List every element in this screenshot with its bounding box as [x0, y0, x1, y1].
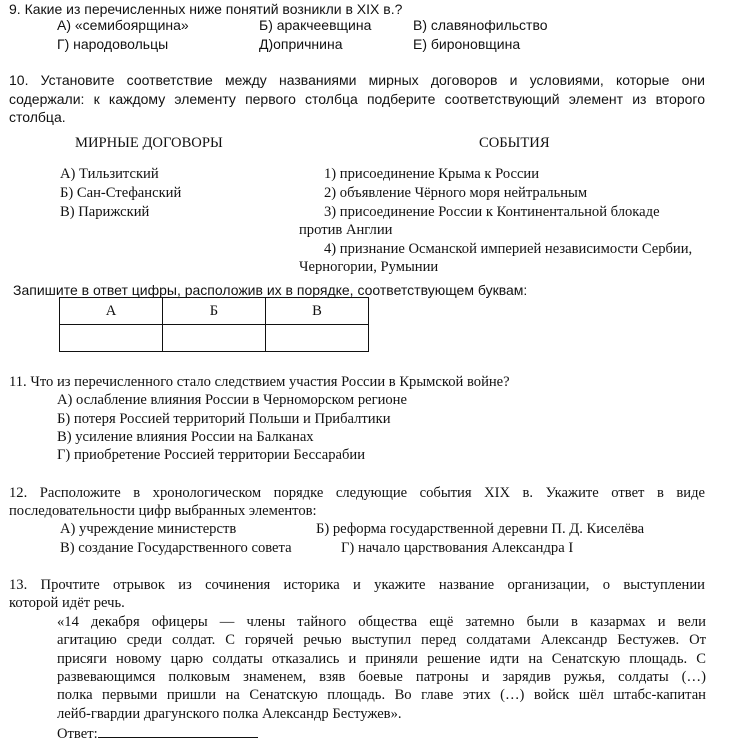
q10-treaty-a: А) Тильзитский [60, 166, 159, 182]
q10-answer-instruction: Запишите в ответ цифры, расположив их в порядке, соответствующем буквам: [13, 282, 528, 298]
q9-option-d: Г) народовольцы [57, 36, 169, 52]
q9-question: 9. Какие из перечисленных ниже понятий возникли в XIX в.? [9, 1, 403, 17]
q10-event-2: 2) объявление Чёрного моря нейтральным [324, 185, 588, 201]
q9-option-c: В) славянофильство [413, 17, 548, 33]
q10-question-line2: содержали: к каждому элементу первого столбца подберите соответствующий элемент из второго [9, 91, 705, 107]
q10-col-right-header: СОБЫТИЯ [479, 135, 550, 151]
answer-header-c: В [266, 298, 369, 325]
q10-question-line3: столбца. [9, 109, 66, 125]
q10-event-3-cont: против Англии [299, 222, 393, 238]
q10-event-1: 1) присоединение Крыма к России [324, 166, 540, 182]
q12-question-line1: 12. Расположите в хронологическом порядке следующие события XIX в. Укажите ответ в виде [9, 485, 705, 501]
q13-answer-line[interactable] [98, 723, 258, 738]
q13-excerpt-line4: развевающимся полковым знаменем, взяв боевые патроны и зарядив ружья, солдаты (…) [57, 669, 706, 685]
q10-event-4-cont: Черногории, Румынии [299, 259, 439, 275]
q10-question-line1: 10. Установите соответствие между названиями мирных договоров и условиями, которые они [9, 72, 705, 88]
q13-question-line2: которой идёт речь. [9, 595, 125, 611]
q13-question-line1: 13. Прочтите отрывок из сочинения историка и укажите название организации, о выступлении [9, 577, 705, 593]
q9-option-b: Б) аракчеевщина [259, 17, 372, 33]
q13-excerpt-line1: «14 декабря офицеры — члены тайного общества ещё затемно были в казармах и вели [57, 614, 706, 630]
q12-option-b: Б) реформа государственной деревни П. Д. Киселёва [316, 521, 645, 537]
q11-option-b: Б) потеря Россией территорий Польши и Прибалтики [57, 411, 391, 427]
q10-treaty-c: В) Парижский [60, 204, 150, 220]
q9-option-e: Д)опричнина [259, 36, 343, 52]
q13-excerpt-line5: полка первыми пришли на Сенатскую площадь. Во главе этих (…) войск шёл штабс-капитан [57, 687, 706, 703]
q9-option-f: Е) бироновщина [413, 36, 521, 52]
q10-event-3: 3) присоединение России к Континентальной блокаде [324, 204, 660, 220]
answer-cell-c[interactable] [266, 325, 369, 352]
q11-option-c: В) усиление влияния России на Балканах [57, 429, 314, 445]
answer-cell-a[interactable] [60, 325, 163, 352]
q11-option-d: Г) приобретение Россией территории Бессарабии [57, 447, 366, 463]
answer-header-a: А [60, 298, 163, 325]
q11-option-a: А) ослабление влияния России в Черноморском регионе [57, 392, 407, 408]
q9-option-a: А) «семибоярщина» [57, 17, 189, 33]
q13-answer-row [57, 723, 258, 743]
q12-option-a: А) учреждение министерств [60, 521, 237, 537]
q10-col-left-header: МИРНЫЕ ДОГОВОРЫ [75, 135, 223, 151]
q12-option-c: В) создание Государственного совета [60, 540, 292, 556]
q10-answer-table [59, 297, 369, 352]
q12-option-d: Г) начало царствования Александра I [341, 540, 574, 556]
q10-treaty-b: Б) Сан-Стефанский [60, 185, 182, 201]
answer-header-b: Б [163, 298, 266, 325]
q12-question-line2: последовательности цифр выбранных элементов: [9, 503, 317, 519]
answer-cell-b[interactable] [163, 325, 266, 352]
q13-answer-label: Ответ: [57, 726, 98, 742]
q13-excerpt-line6: лейб-гвардии драгунского полка Александр Бестужев». [57, 706, 402, 722]
q10-event-4: 4) признание Османской империей независимости Сербии, [324, 241, 693, 257]
q13-excerpt-line2: агитацию среди солдат. С горячей речью выступил перед солдатами Александр Бестужев. От [57, 632, 706, 648]
q11-question: 11. Что из перечисленного стало следствием участия России в Крымской войне? [9, 374, 510, 390]
q13-excerpt-line3: присяги новому царю солдаты отказались и приняли решение идти на Сенатскую площадь. С [57, 651, 706, 667]
